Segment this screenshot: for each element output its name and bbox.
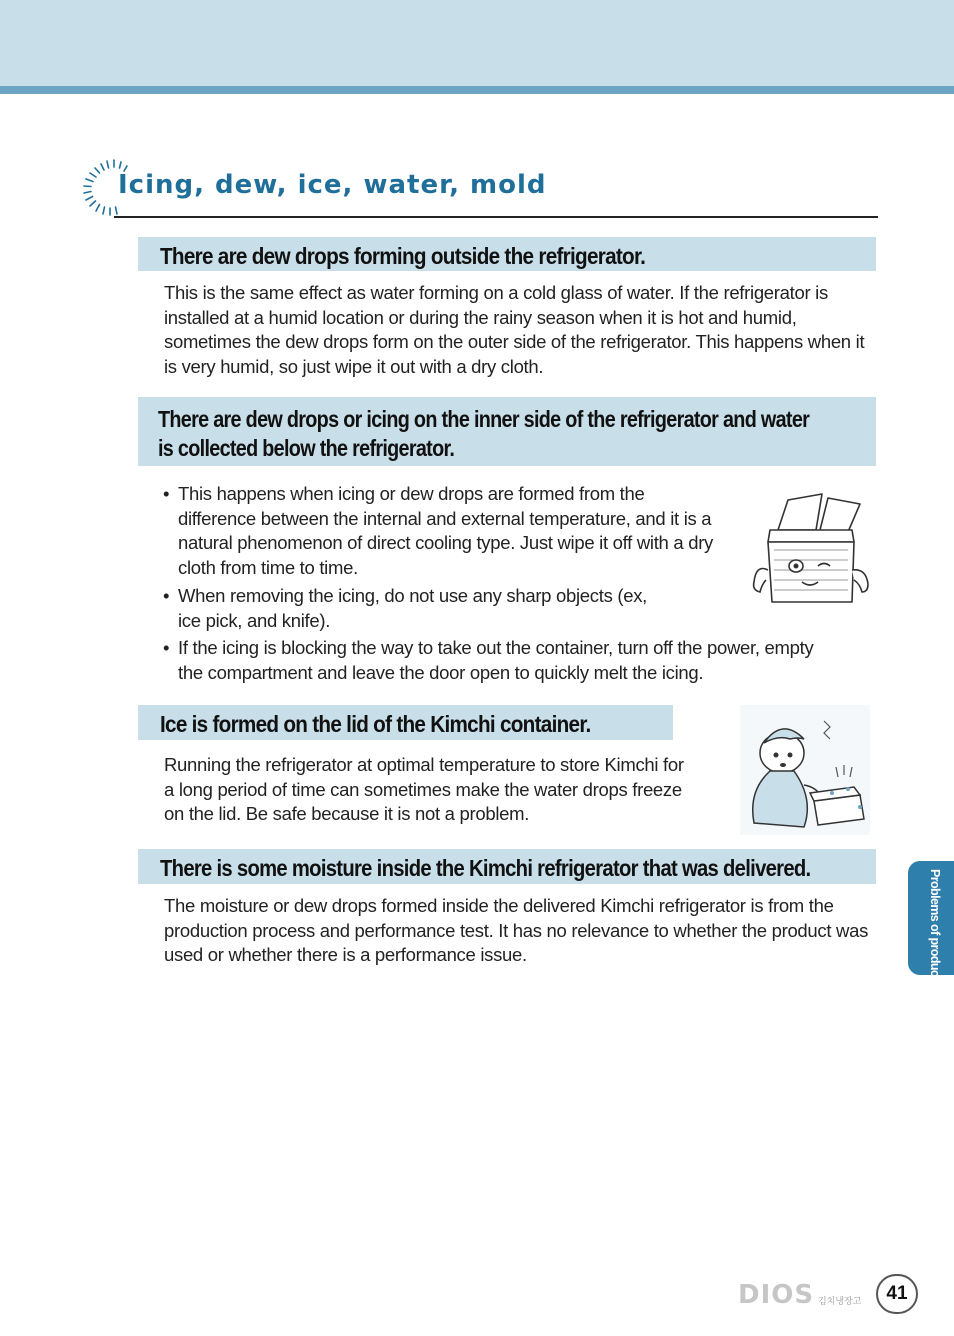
kimchi-refrigerator-illustration — [748, 490, 870, 610]
page-number: 41 — [876, 1274, 918, 1314]
girl-with-container-illustration — [740, 705, 870, 835]
list-item: • When removing the icing, do not use any sharp objects (ex, ice pick, and knife). — [163, 584, 668, 633]
chapter-tab-label: Problems of product — [928, 869, 942, 980]
list-item: • This happens when icing or dew drops are formed from the difference between the internal and external temperature, and it is a natural phenomenon of direct cooling type. Just wipe it off with a dry cloth from time to time. — [163, 482, 723, 581]
page-title: Icing, dew, ice, water, mold — [118, 170, 547, 200]
brand-logo: DIOS — [738, 1280, 815, 1310]
section-heading-icing-inside — [138, 397, 876, 466]
section-heading-text: There are dew drops or icing on the inner side of the refrigerator and water is collected below the refrigerator. — [158, 406, 810, 461]
list-item: • If the icing is blocking the way to take out the container, turn off the power, empty the compartment and leave the door open to quickly melt the icing. — [163, 636, 838, 685]
section-heading-moisture-delivered — [138, 849, 876, 884]
chapter-tab[interactable] — [908, 861, 954, 980]
brand-subtitle: 김치냉장고 — [818, 1297, 862, 1307]
header-band-rule — [0, 86, 954, 94]
header-band — [0, 0, 954, 86]
section-body-ice-lid: Running the refrigerator at optimal temperature to store Kimchi for a long period of time can sometimes make the water drops freeze on the lid. Be safe because it is not a problem. — [164, 754, 684, 825]
section-heading-text: Ice is formed on the lid of the Kimchi container. — [160, 711, 591, 737]
section-body-dew-outside: This is the same effect as water forming on a cold glass of water. If the refrigerator is installed at a humid location or during the rainy season when it is hot and humid, sometimes the dew drops form on the outer side of the refrigerator. This happens when it is very humid, so just wipe it out with a dry cloth. — [164, 282, 865, 378]
page-title-block — [74, 156, 878, 220]
section-body-moisture-delivered: The moisture or dew drops formed inside the delivered Kimchi refrigerator is from the production process and performance test. It has no relevance to whether the product was used or whether there is a performance issue. — [164, 895, 869, 966]
section-heading-text: There is some moisture inside the Kimchi refrigerator that was delivered. — [160, 855, 811, 881]
section-heading-ice-lid — [138, 705, 673, 740]
section-heading-dew-outside — [138, 237, 876, 271]
title-underline — [114, 216, 878, 218]
section-heading-text: There are dew drops forming outside the refrigerator. — [160, 243, 646, 269]
